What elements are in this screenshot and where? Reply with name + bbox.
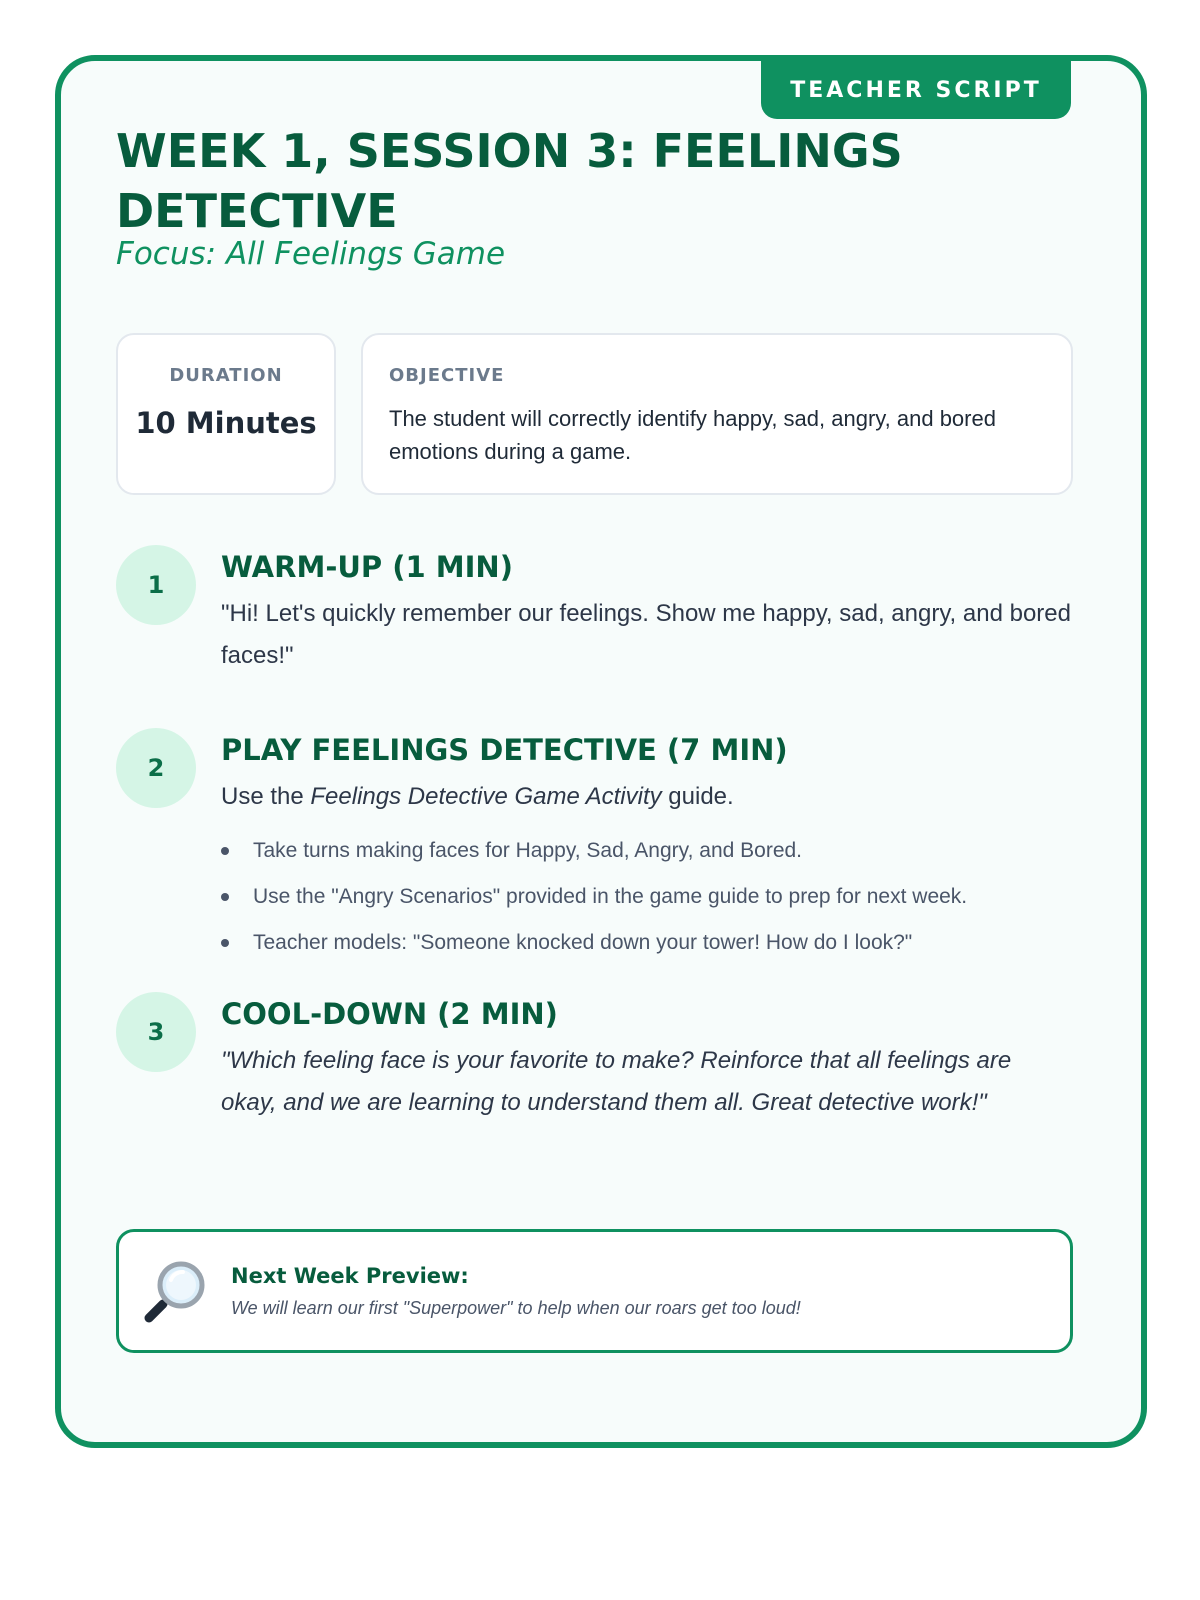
bullet-dot-icon bbox=[221, 939, 229, 947]
step-number: 1 bbox=[116, 545, 196, 625]
session-card bbox=[55, 55, 1147, 1448]
step-text: "Which feeling face is your favorite to make? Reinforce that all feelings are okay, and we are learning to understand them all. Great detective work!" bbox=[221, 1047, 1012, 1116]
step-bullet-list bbox=[221, 828, 1071, 966]
step-number: 2 bbox=[116, 728, 196, 808]
magnifying-glass-icon bbox=[143, 1258, 209, 1324]
list-item-text: Use the "Angry Scenarios" provided in the game guide to prep for next week. bbox=[253, 885, 968, 908]
step-number: 3 bbox=[116, 992, 196, 1072]
objective-text: The student will correctly identify happy, sad, angry, and bored emotions during a game. bbox=[389, 406, 996, 464]
step-text bbox=[221, 776, 1071, 818]
preview-text: We will learn our first "Superpower" to help when our roars get too loud! bbox=[231, 1298, 801, 1318]
page-title: WEEK 1, SESSION 3: FEELINGS DETECTIVE bbox=[116, 124, 903, 238]
duration-box bbox=[116, 333, 336, 495]
list-item-text: Teacher models: "Someone knocked down your tower! How do I look?" bbox=[253, 931, 913, 954]
preview-title: Next Week Preview: bbox=[231, 1264, 469, 1288]
bullet-dot-icon bbox=[221, 847, 229, 855]
list-item-text: Take turns making faces for Happy, Sad, Angry, and Bored. bbox=[253, 839, 803, 862]
activity-guide-name: Feelings Detective Game Activity bbox=[310, 783, 662, 810]
step-text: "Hi! Let's quickly remember our feelings. Show me happy, sad, angry, and bored faces!" bbox=[221, 600, 1071, 669]
page-subtitle: Focus: All Feelings Game bbox=[116, 236, 506, 272]
teacher-script-badge: TEACHER SCRIPT bbox=[761, 61, 1071, 119]
list-item bbox=[221, 920, 1071, 966]
list-item bbox=[221, 828, 1071, 874]
step-text-after: guide. bbox=[668, 783, 734, 810]
step-title: COOL-DOWN (2 MIN) bbox=[221, 997, 558, 1031]
objective-label: OBJECTIVE bbox=[389, 365, 505, 386]
step-title: WARM-UP (1 MIN) bbox=[221, 550, 513, 584]
next-week-preview bbox=[116, 1229, 1073, 1353]
list-item bbox=[221, 874, 1071, 920]
duration-value: 10 Minutes bbox=[135, 406, 317, 440]
step-title: PLAY FEELINGS DETECTIVE (7 MIN) bbox=[221, 733, 788, 767]
objective-box bbox=[361, 333, 1073, 495]
step-text-before: Use the bbox=[221, 783, 304, 810]
bullet-dot-icon bbox=[221, 893, 229, 901]
duration-label: DURATION bbox=[169, 365, 283, 386]
